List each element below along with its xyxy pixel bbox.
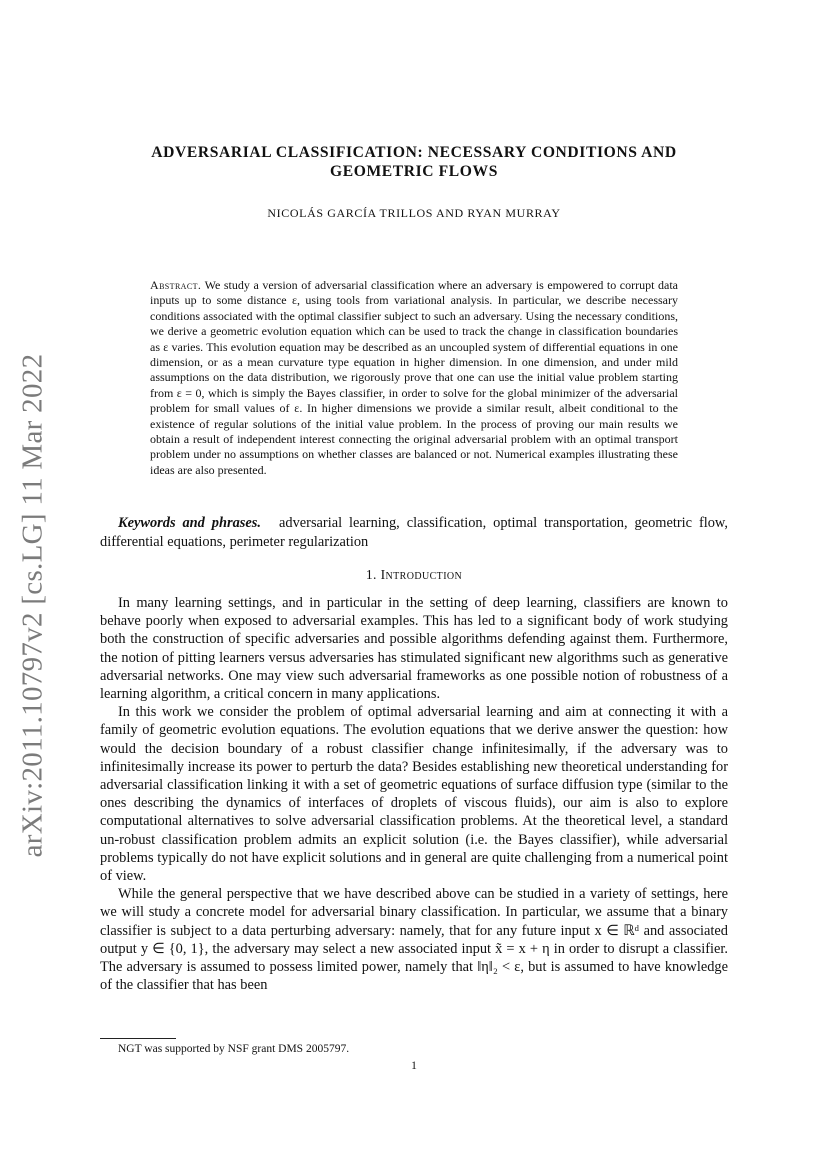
section-title: Introduction	[380, 567, 463, 582]
footnote-rule	[100, 1038, 176, 1039]
paragraph: In many learning settings, and in particular in the setting of deep learning, classifiers are known to behave poorly when exposed to adversarial examples. This has led to a significant body of work studying both the construction of specific adversaries and possible algorithms defending against them. Furthermore, the notion of pitting learners versus adversaries has stimulated significant new algorithms such as generative adversarial networks. One may view such adversarial frameworks as one possible notion of robustness of a learning algorithm, a critical concern in many applications.	[100, 595, 728, 703]
abstract-heading: Abstract.	[150, 278, 202, 292]
abstract	[150, 278, 678, 478]
keywords-text: adversarial learning, classification, optimal transportation, geometric flow, differential equations, perimeter regularization	[100, 515, 728, 550]
author-list: NICOLÁS GARCÍA TRILLOS AND RYAN MURRAY	[267, 206, 561, 220]
section-number: 1.	[365, 567, 377, 582]
title-line-2: GEOMETRIC FLOWS	[330, 163, 498, 180]
keywords	[100, 514, 728, 552]
section-heading	[100, 567, 728, 583]
title-line-1: ADVERSARIAL CLASSIFICATION: NECESSARY CONDITIONS AND	[151, 144, 677, 161]
paragraph: While the general perspective that we have described above can be studied in a variety of settings, here we will study a concrete model for adversarial binary classification. In particular, we assume that a binary classifier is subject to a data perturbing adversary: namely, that for any future input x ∈ ℝᵈ and associated output y ∈ {0, 1}, the adversary may select a new associated input x̃ = x + η in order to disrupt a classifier. The adversary is assumed to possess limited power, namely that ‖η‖₂ < ε, but is assumed to have knowledge of the classifier that has been	[100, 886, 728, 994]
arxiv-identifier-text: arXiv:2011.10797v2 [cs.LG] 11 Mar 2022	[16, 353, 49, 857]
keywords-heading: Keywords and phrases.	[118, 515, 261, 531]
paper-title	[100, 143, 728, 181]
page-number: 1	[411, 1060, 417, 1072]
body-text	[100, 594, 728, 994]
footnote: NGT was supported by NSF grant DMS 2005797.	[118, 1043, 350, 1055]
arxiv-identifier	[8, 353, 58, 857]
abstract-text: We study a version of adversarial classification where an adversary is empowered to corrupt data inputs up to some distance ε, using tools from variational analysis. In particular, we describe necessary conditions associated with the optimal classifier subject to such an adversary. Using the necessary conditions, we derive a geometric evolution equation which can be used to track the change in classification boundaries as ε varies. This evolution equation may be described as an uncoupled system of differential equations in one dimension, or as a mean curvature type equation in higher dimension. In one dimension, and under mild assumptions on the data distribution, we rigorously prove that one can use the initial value problem starting from ε = 0, which is simply the Bayes classifier, in order to solve for the global minimizer of the adversarial problem for small values of ε. In higher dimensions we provide a similar result, albeit conditional to the existence of regular solutions of the initial value problem. In the process of proving our main results we obtain a result of independent interest connecting the original adversarial problem with an optimal transport problem under no assumptions on whether classes are balanced or not. Numerical examples illustrating these ideas are also presented.	[150, 278, 678, 477]
paragraph: In this work we consider the problem of optimal adversarial learning and aim at connecting it with a family of geometric evolution equations. The evolution equations that we derive answer the question: how would the decision boundary of a robust classifier change infinitesimally, if the adversary was to infinitesimally increase its power to perturb the data? Besides establishing new theoretical understanding for adversarial classification linking it with a set of geometric equations of surface diffusion type (similar to the ones describing the dynamics of interfaces of droplets of viscous fluids), our aim is also to explore computational alternatives to solve adversarial classification problems. At the theoretical level, a standard un-robust classification problem admits an explicit solution (i.e. the Bayes classifier), while adversarial problems typically do not have explicit solutions and in general are quite challenging from a numerical point of view.	[100, 704, 728, 885]
